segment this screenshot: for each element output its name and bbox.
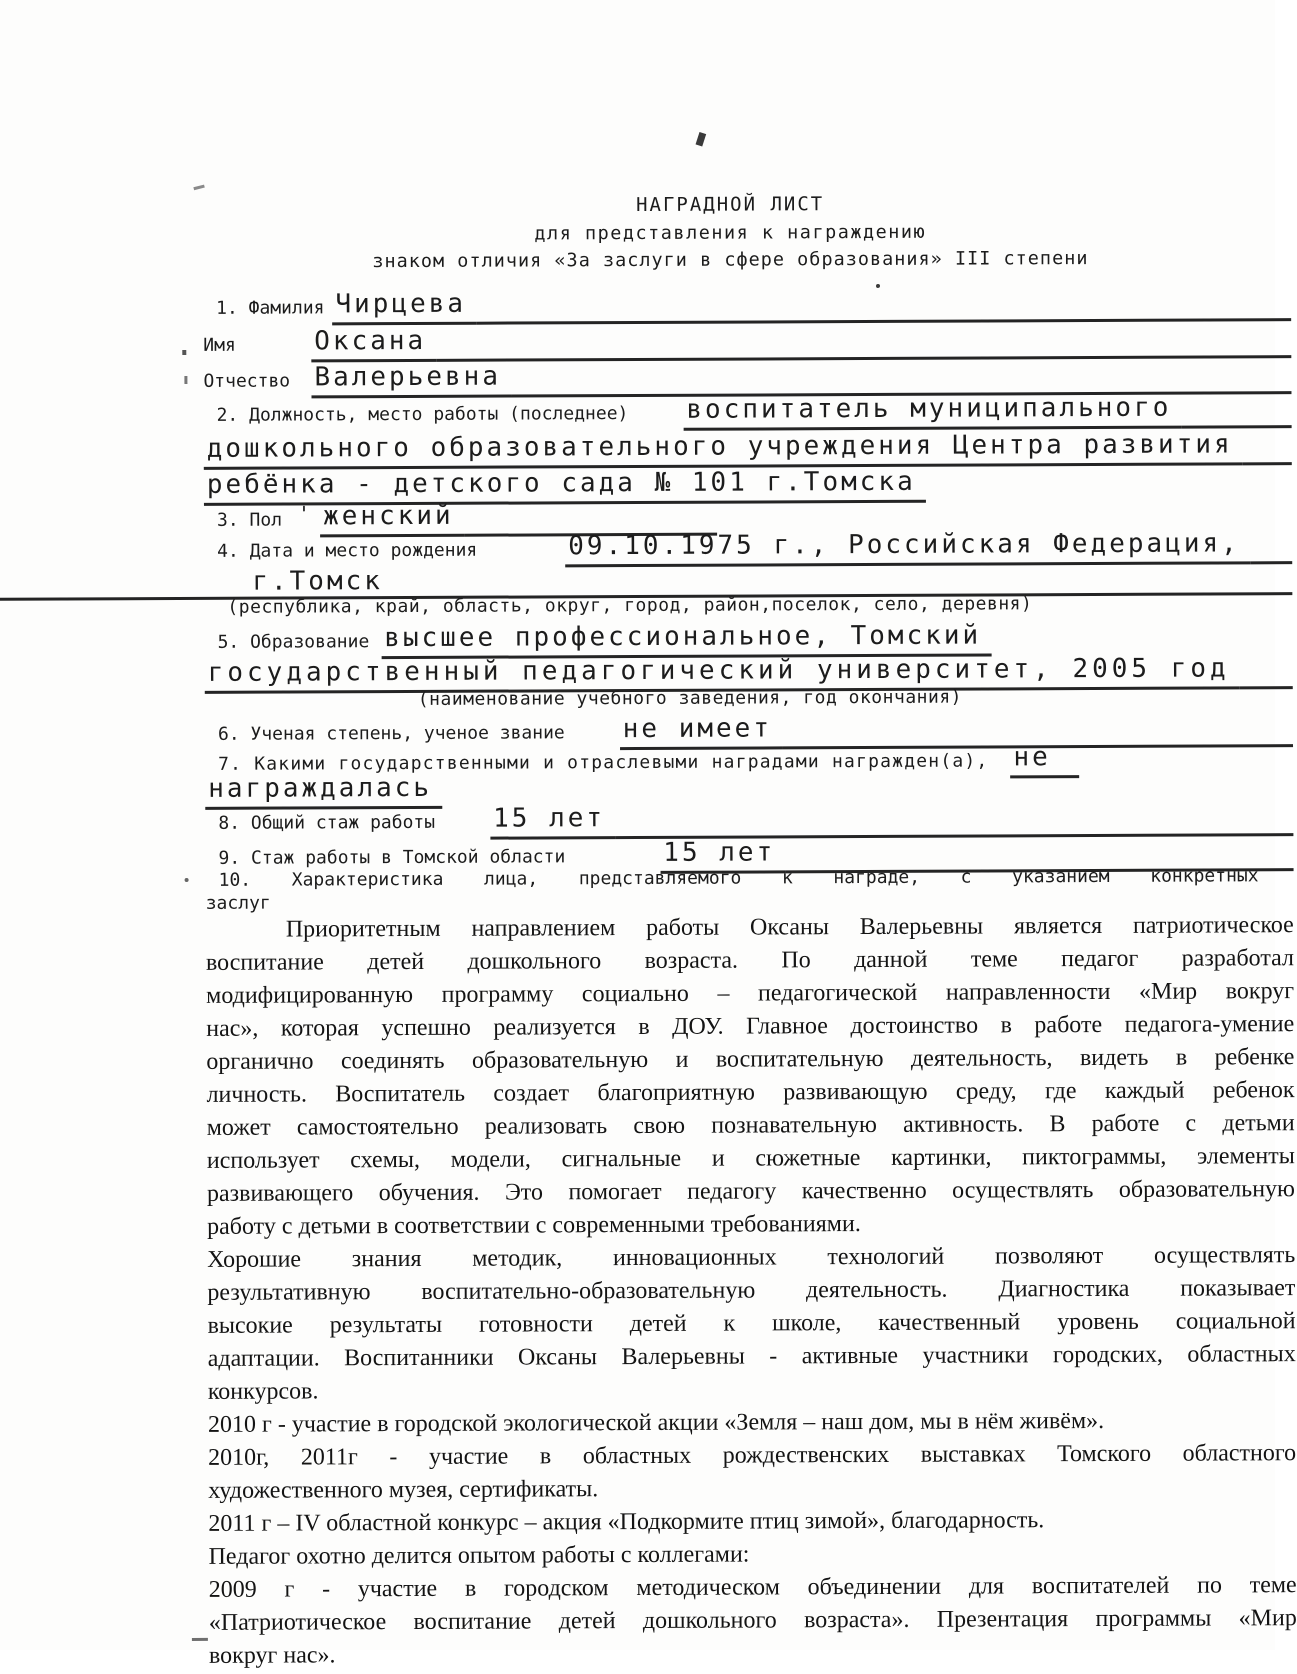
form-line	[1181, 425, 1291, 428]
field-surname-label: 1. Фамилия	[216, 297, 324, 325]
body-line: вокруг нас».	[209, 1635, 1297, 1673]
field-experience-total-label: 8. Общий стаж работы	[218, 812, 435, 841]
scan-artifact	[193, 185, 204, 191]
form-line	[1243, 462, 1292, 465]
field-experience-total-value: 15 лет	[490, 803, 615, 840]
field-education-value-line2: государственный педагогический университет, 2005 год	[205, 653, 1240, 694]
field-degree-label: 6. Ученая степень, ученое звание	[218, 722, 565, 752]
field-experience-region-value: 15 лет	[660, 837, 785, 874]
field-position-line2	[204, 429, 1292, 470]
field-experience-region-label: 9. Стаж работы в Томской области	[218, 846, 565, 876]
field-education-value: высшее профессиональное, Томский	[381, 620, 991, 659]
field-patronymic-label: Отчество	[203, 370, 311, 398]
scan-artifact	[192, 1638, 208, 1641]
field-firstname-value: Оксана	[311, 326, 436, 363]
body-line: органично соединять образовательную и воспитательную деятельность, видеть в ребенке	[206, 1041, 1294, 1079]
body-line: адаптации. Воспитанники Оксаны Валерьевны - активные участники городских, областных	[208, 1338, 1296, 1376]
body-line: может самостоятельно реализовать свою познавательную активность. В работе с детьми	[207, 1107, 1295, 1145]
scan-artifact	[185, 878, 189, 882]
field-degree-value: не имеет	[620, 713, 782, 750]
body-line: 2010г, 2011г - участие в областных рождественских выставках Томского областного	[208, 1437, 1296, 1475]
pen-tick-mark: '	[298, 501, 310, 537]
scan-artifact	[696, 132, 707, 147]
field-education-hint: (наименование учебного заведения, год окончания)	[418, 687, 962, 710]
body-line: 2010 г - участие в городской экологической акции «Земля – наш дом, мы в нём живём».	[208, 1404, 1296, 1442]
body-line: использует схемы, модели, сигнальные и сюжетные картинки, пиктограммы, элементы	[207, 1140, 1295, 1178]
field-birth-label: 4. Дата и место рождения	[217, 540, 477, 569]
field-education	[217, 620, 991, 659]
field-birth-value: 09.10.1975 г., Российская Федерация,	[565, 528, 1250, 567]
body-line: Приоритетным направлением работы Оксаны Валерьевны является патриотическое	[206, 909, 1294, 947]
field-birth-hint: (республика, край, область, округ, город, район,поселок, село, деревня)	[227, 593, 1032, 618]
field-gender-value: женский	[320, 501, 464, 538]
body-line: Педагог охотно делится опытом работы с коллегами:	[208, 1536, 1296, 1574]
field-characteristic-label-line2: заслуг	[206, 893, 271, 914]
field-position-value-line2: дошкольного образовательного учреждения Центра развития	[204, 429, 1243, 470]
body-line: 2011 г – IV областной конкурс – акция «Подкормите птиц зимой», благодарность.	[208, 1503, 1296, 1541]
field-education-label: 5. Образование	[218, 631, 370, 660]
body-line: модифицированную программу социально – педагогической направленности «Мир вокруг	[206, 975, 1294, 1013]
field-surname-value: Чирцева	[332, 289, 476, 326]
field-position-value: воспитатель муниципального	[683, 393, 1181, 431]
body-line: личность. Воспитатель создает благоприятную развивающую среду, где каждый ребенок	[206, 1074, 1294, 1112]
field-experience-total	[218, 800, 1293, 841]
form-line	[1240, 686, 1293, 689]
field-position-value-line3: ребёнка - детского сада № 101 г.Томска	[204, 467, 926, 506]
document-title: НАГРАДНОЙ ЛИСТ	[203, 191, 1258, 218]
body-line: нас», которая успешно реализуется в ДОУ. Главное достоинство в работе педагога-умение	[206, 1008, 1294, 1046]
field-awards-value: не	[1010, 742, 1078, 778]
body-line: конкурсов.	[208, 1371, 1296, 1409]
field-characteristic-label: 10. Характеристика лица, представляемого к награде, с указанием конкретных	[219, 865, 1259, 891]
field-birth-value-line2: г.Томск	[249, 566, 393, 600]
body-line: развивающего обучения. Это помогает педагогу качественно осуществлять образовательную	[207, 1173, 1295, 1211]
field-awards-value-line2: награждалась	[205, 773, 442, 810]
scan-artifact	[184, 376, 187, 384]
body-line: художественного музея, сертификаты.	[208, 1470, 1296, 1508]
body-line: «Патриотическое воспитание детей дошкольного возраста». Презентация программы «Мир	[209, 1602, 1297, 1640]
body-line: результативную воспитательно-образовательную деятельность. Диагностика показывает	[207, 1272, 1295, 1310]
field-surname	[216, 285, 1291, 326]
scan-artifact	[182, 350, 186, 355]
scan-artifact	[876, 284, 880, 288]
characteristic-text	[206, 909, 1297, 1673]
body-line: Хорошие знания методик, инновационных технологий позволяют осуществлять	[207, 1239, 1295, 1277]
body-line: высокие результаты готовности детей к школе, качественный уровень социальной	[207, 1305, 1295, 1343]
field-firstname-label: Имя	[203, 334, 311, 362]
field-gender-label: 3. Пол	[217, 510, 282, 538]
document-subtitle-2: знаком отличия «За заслуги в сфере образования» III степени	[203, 247, 1258, 273]
field-position-label: 2. Должность, место работы (последнее)	[217, 403, 629, 433]
document-subtitle-1: для представления к награждению	[203, 220, 1258, 246]
field-firstname	[203, 322, 1291, 363]
field-position	[216, 392, 1291, 433]
body-line: воспитание детей дошкольного возраста. По данной теме педагог разработал	[206, 942, 1294, 980]
field-patronymic-value: Валерьевна	[311, 362, 511, 399]
field-awards-label: 7. Какими государственными и отраслевыми наградами награжден(а),	[218, 750, 988, 781]
body-line: работу с детьми в соответствии с современными требованиями.	[207, 1206, 1295, 1244]
body-line: 2009 г - участие в городском методическом объединении для воспитателей по теме	[209, 1569, 1297, 1607]
